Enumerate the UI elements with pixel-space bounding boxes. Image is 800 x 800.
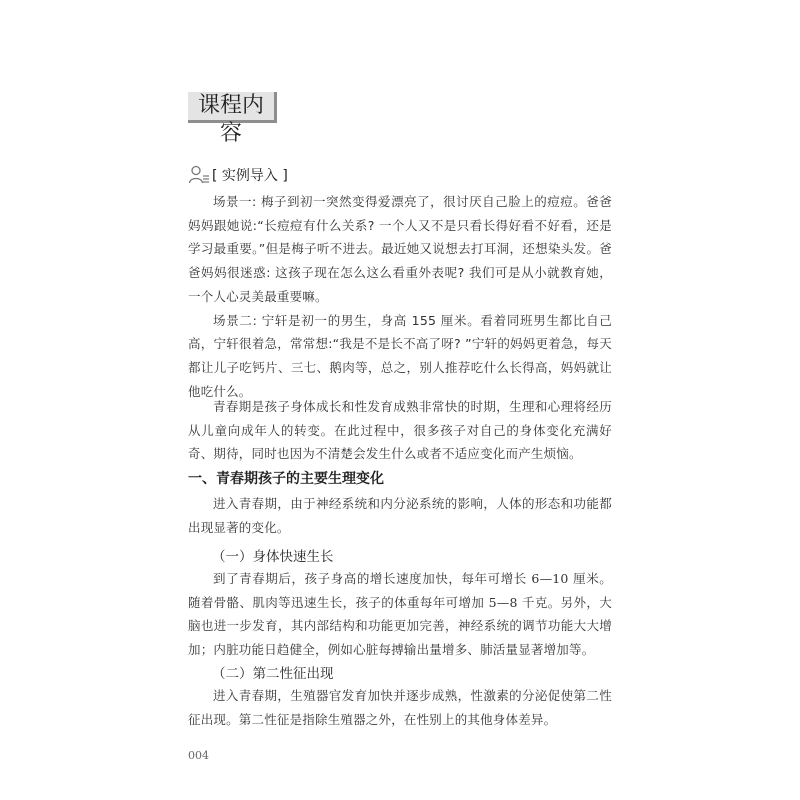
- intro-paragraph-block: [188, 395, 612, 466]
- section-heading: 一、青春期孩子的主要生理变化: [188, 471, 384, 487]
- scene-one-paragraph: 场景一: 梅子到初一突然变得爱漂亮了，很讨厌自己脸上的痘痘。爸爸妈妈跟她说:“长痘痘有什么关系? 一个人又不是只看长得好看不好看，还是学习最重要。”但是梅子听不进去。最近她又说想去打耳洞，还想染头发。爸爸妈妈很迷惑: 这孩子现在怎么这么看重外表呢? 我们可是从小就教育她，一个人心灵美最重要嘛。: [188, 194, 612, 304]
- section-intro-paragraph: 进入青春期，由于神经系统和内分泌系统的影响，人体的形态和功能都出现显著的变化。: [188, 496, 612, 535]
- subsection-heading-growth: （一）身体快速生长: [212, 549, 334, 565]
- sex-traits-block: [188, 684, 612, 731]
- growth-block: [188, 567, 612, 662]
- intro-paragraph: 青春期是孩子身体成长和性发育成熟非常快的时期，生理和心理将经历从儿童向成年人的转变。在此过程中，很多孩子对自己的身体变化充满好奇、期待，同时也因为不清楚会发生什么或者不适应变化而产生烦恼。: [188, 399, 612, 462]
- case-intro-label: [ 实例导入 ]: [212, 168, 288, 184]
- page-number: 004: [188, 749, 209, 762]
- case-intro-header: [188, 164, 288, 186]
- scene-two-paragraph: 场景二: 宁轩是初一的男生，身高 155 厘米。看着同班男生都比自己高，宁轩很着急，常常想:“我是不是长不高了呀? ”宁轩的妈妈更着急，每天都让儿子吃钙片、三七、鹅肉等，总之，别人推荐吃什么长得高，妈妈就让他吃什么。: [188, 312, 612, 399]
- case-scenes: [188, 190, 612, 403]
- subsection-heading-sex-traits: （二）第二性征出现: [212, 666, 334, 682]
- page-title: 课程内容: [188, 92, 277, 123]
- growth-paragraph: 到了青春期后，孩子身高的增长速度加快，每年可增长 6—10 厘米。随着骨骼、肌肉等迅速生长，孩子的体重每年可增加 5—8 千克。另外，大脑也进一步发育，其内部结构和功能更加完善，神经系统的调节功能大大增加；内脏功能日趋健全，例如心脏每搏输出量增多、肺活量显著增加等。: [188, 571, 612, 658]
- person-list-icon: [188, 164, 210, 186]
- sex-traits-paragraph: 进入青春期，生殖器官发育加快并逐步成熟，性激素的分泌促使第二性征出现。第二性征是指除生殖器之外，在性别上的其他身体差异。: [188, 688, 612, 727]
- section-intro-block: [188, 492, 612, 539]
